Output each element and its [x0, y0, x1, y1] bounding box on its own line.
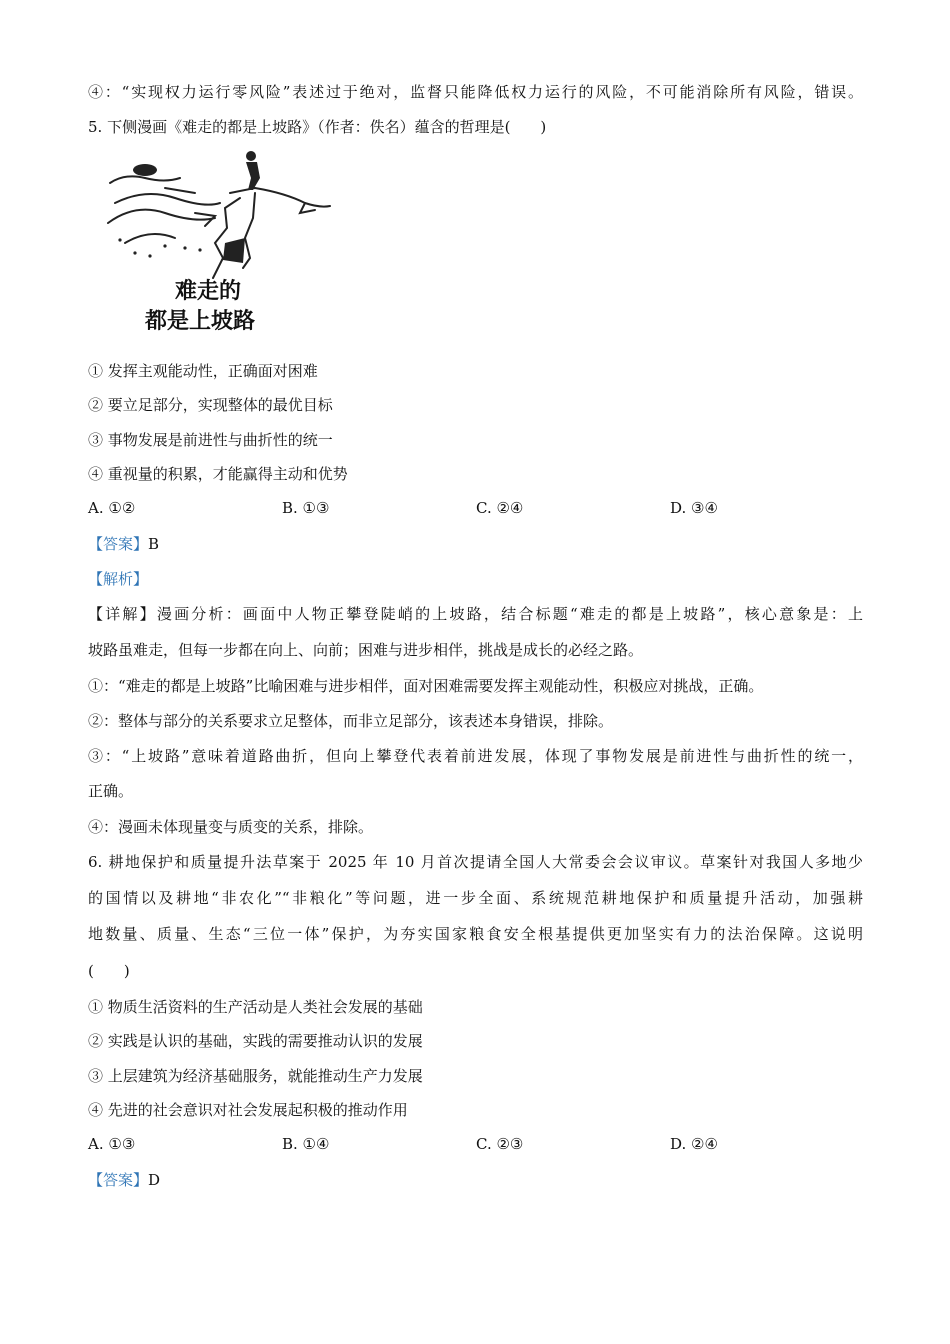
q6-stem-line-2: 的国情以及耕地“非农化”“非粮化”等问题，进一步全面、系统规范耕地保护和质量提升活动，加强耕	[88, 889, 863, 907]
q5-answer	[88, 534, 159, 554]
answer-tag: 【答案】	[88, 1171, 149, 1189]
q5-statement-4: ④ 重视量的积累，才能赢得主动和优势	[88, 465, 348, 483]
q6-statement-4: ④ 先进的社会意识对社会发展起积极的推动作用	[88, 1101, 408, 1119]
q5-detail-line-1	[88, 604, 863, 624]
q4-point-4: ④：“实现权力运行零风险”表述过于绝对，监督只能降低权力运行的风险，不可能消除所有风险，错误。	[88, 83, 863, 101]
analysis-tag: 【解析】	[88, 570, 149, 588]
q5-detail-line-2: 坡路虽难走，但每一步都在向上、向前；困难与进步相伴，挑战是成长的必经之路。	[88, 641, 644, 659]
detail-text-1: 漫画分析：画面中人物正攀登陡峭的上坡路，结合标题“难走的都是上坡路”，核心意象是：上	[156, 605, 863, 623]
q5-point-4: ④：漫画未体现量变与质变的关系，排除。	[88, 818, 374, 836]
q6-stem-line-1: 6. 耕地保护和质量提升法草案于 2025 年 10 月首次提请全国人大常委会会议审议。草案针对我国人多地少	[88, 853, 863, 871]
q5-option-b: B. ①③	[282, 499, 330, 517]
cartoon-caption-line-2: 都是上坡路	[145, 309, 256, 334]
q5-statement-2: ② 要立足部分，实现整体的最优目标	[88, 396, 333, 414]
detail-tag: 【详解】	[88, 605, 157, 623]
answer-value: B	[148, 535, 160, 553]
q5-analysis-heading	[88, 569, 148, 589]
q5-point-2: ②：整体与部分的关系要求立足整体，而非立足部分，该表述本身错误，排除。	[88, 712, 614, 730]
q6-stem-line-3: 地数量、质量、生态“三位一体”保护，为夯实国家粮食安全根基提供更加坚实有力的法治保障。这说明	[88, 925, 863, 943]
q6-statement-1: ① 物质生活资料的生产活动是人类社会发展的基础	[88, 998, 423, 1016]
q5-option-c: C. ②④	[476, 499, 524, 517]
q5-point-1: ①：“难走的都是上坡路”比喻困难与进步相伴，面对困难需要发挥主观能动性，积极应对挑战，正确。	[88, 677, 764, 695]
q5-point-3-cont: 正确。	[88, 782, 134, 800]
q6-statement-2: ② 实践是认识的基础，实践的需要推动认识的发展	[88, 1032, 423, 1050]
q6-option-d: D. ②④	[670, 1135, 718, 1153]
q6-option-b: B. ①④	[282, 1135, 330, 1153]
q6-option-c: C. ②③	[476, 1135, 524, 1153]
q5-statement-1: ① 发挥主观能动性，正确面对困难	[88, 362, 318, 380]
q5-option-a: A. ①②	[88, 499, 136, 517]
q6-answer	[88, 1170, 160, 1190]
q6-stem-line-4: ( )	[88, 962, 130, 980]
answer-value: D	[148, 1171, 161, 1189]
q6-option-a: A. ①③	[88, 1135, 136, 1153]
cartoon-caption-line-1: 难走的	[175, 279, 242, 304]
q5-option-d: D. ③④	[670, 499, 718, 517]
cartoon-image	[105, 148, 335, 338]
answer-tag: 【答案】	[88, 535, 149, 553]
q5-statement-3: ③ 事物发展是前进性与曲折性的统一	[88, 431, 333, 449]
q5-point-3: ③：“上坡路”意味着道路曲折，但向上攀登代表着前进发展，体现了事物发展是前进性与曲折性的统一，	[88, 747, 863, 765]
q5-stem: 5. 下侧漫画《难走的都是上坡路》（作者：佚名）蕴含的哲理是( )	[88, 118, 547, 136]
q6-statement-3: ③ 上层建筑为经济基础服务，就能推动生产力发展	[88, 1067, 423, 1085]
